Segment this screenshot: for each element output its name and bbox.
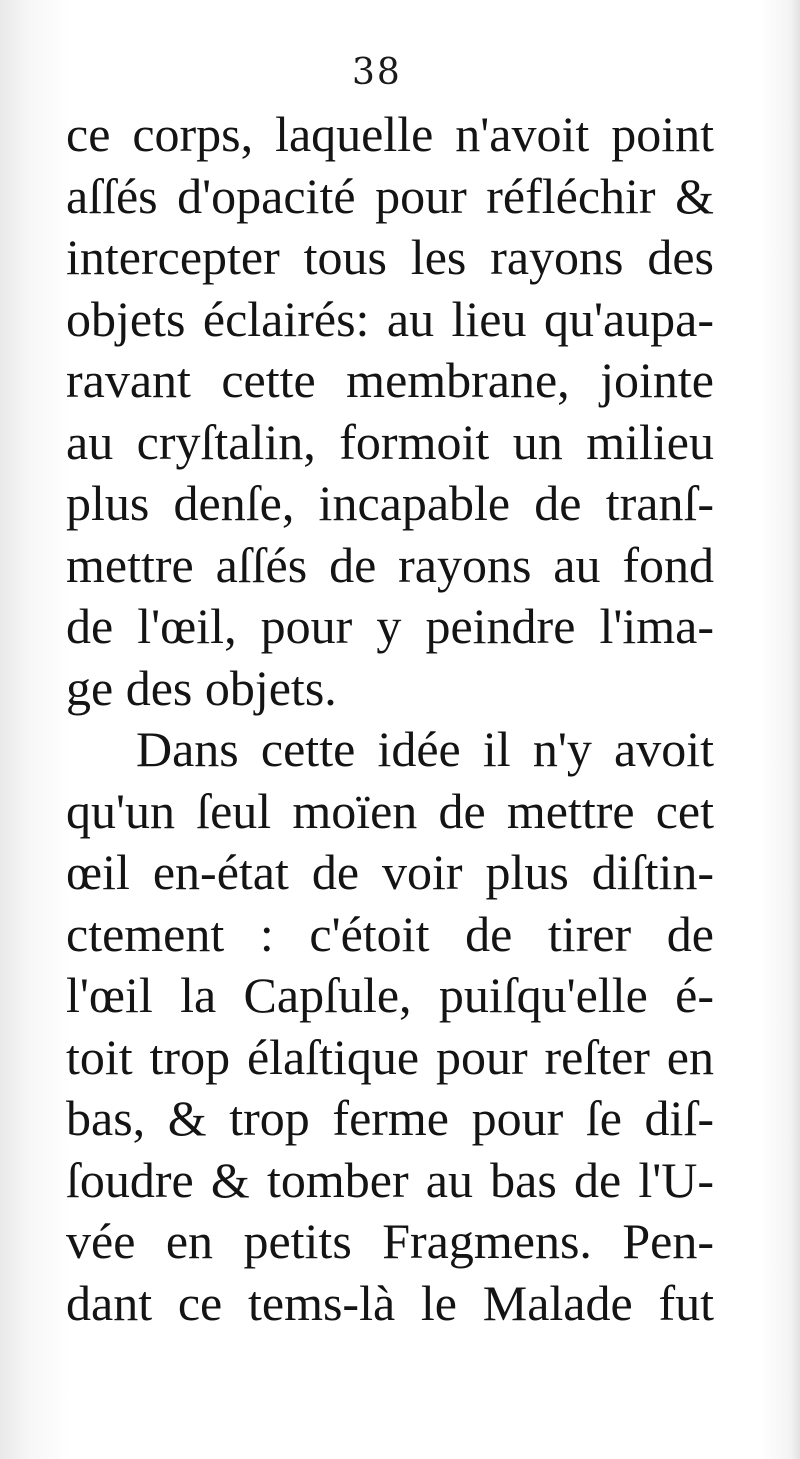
text-line-4: objets éclairés: au lieu qu'aupa-	[66, 290, 714, 347]
text-line-13: œil en-état de voir plus diſtin-	[66, 844, 714, 900]
text-line-2: aſſés d'opacité pour réfléchir &	[66, 167, 714, 224]
text-line-6: au cryſtalin, formoit un milieu	[66, 413, 714, 470]
text-line-5: ravant cette membrane, jointe	[66, 352, 714, 408]
page-number: 38	[352, 52, 402, 93]
text-line-10: ge des objets.	[66, 659, 337, 716]
text-line-8: mettre aſſés de rayons au fond	[66, 536, 714, 593]
text-line-12: qu'un ſeul moïen de mettre cet	[66, 782, 714, 839]
text-line-1: ce corps, laquelle n'avoit point	[66, 106, 714, 162]
text-line-7: plus denſe, incapable de tranſ-	[66, 475, 714, 531]
text-line-18: ſoudre & tomber au bas de l'U-	[66, 1151, 714, 1208]
text-line-14: ctement : c'étoit de tirer de	[66, 905, 714, 962]
body-text	[66, 104, 714, 1334]
text-line-16: toit trop élaſtique pour reſter en	[66, 1028, 714, 1085]
text-line-11: Dans cette idée il n'y avoit	[136, 721, 714, 777]
text-line-9: de l'œil, pour y peindre l'ima-	[66, 598, 714, 654]
text-line-20: dant ce tems-là le Malade fut	[66, 1274, 714, 1331]
text-line-19: vée en petits Fragmens. Pen-	[66, 1213, 714, 1269]
text-line-15: l'œil la Capſule, puiſqu'elle é-	[66, 967, 714, 1023]
text-line-17: bas, & trop ferme pour ſe diſ-	[66, 1090, 714, 1146]
text-line-3: intercepter tous les rayons des	[66, 229, 714, 285]
